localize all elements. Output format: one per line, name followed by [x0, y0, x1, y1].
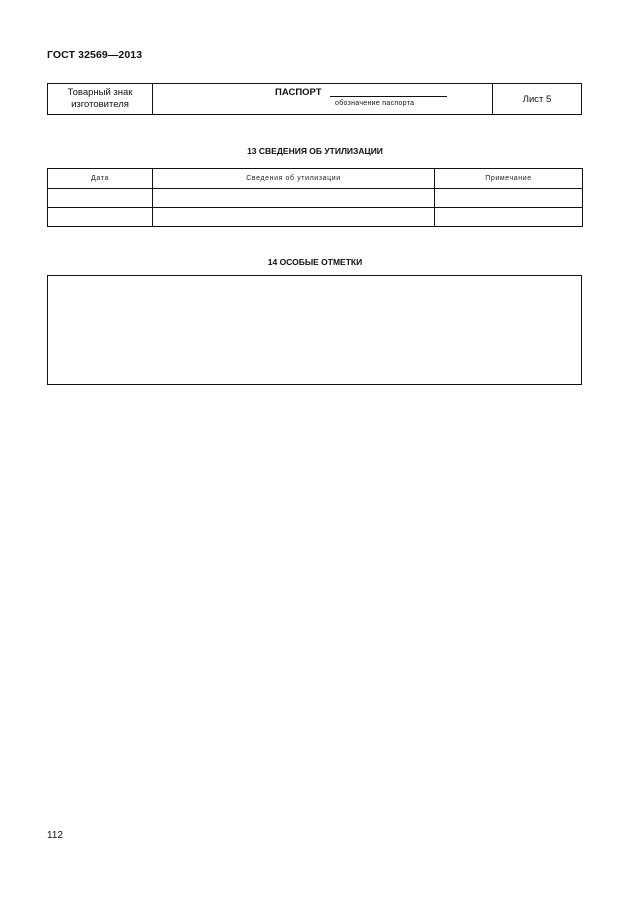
- trademark-line1: Товарный знак: [67, 87, 133, 98]
- table-row: [48, 189, 583, 208]
- cell-date[interactable]: [48, 208, 153, 227]
- section-13-title: 13 СВЕДЕНИЯ ОБ УТИЛИЗАЦИИ: [247, 146, 383, 156]
- trademark-cell: [48, 84, 153, 114]
- cell-disposal-info[interactable]: [153, 189, 435, 208]
- passport-header-table: [47, 83, 582, 115]
- passport-cell: [153, 84, 493, 114]
- cell-date[interactable]: [48, 189, 153, 208]
- cell-note[interactable]: [435, 208, 583, 227]
- special-notes-box[interactable]: [47, 275, 582, 385]
- sheet-cell: [493, 84, 581, 114]
- cell-disposal-info[interactable]: [153, 208, 435, 227]
- disposal-table: [47, 168, 583, 227]
- column-header-disposal-info: Сведения об утилизации: [153, 169, 435, 189]
- trademark-line2: изготовителя: [71, 99, 129, 110]
- document-code: ГОСТ 32569—2013: [47, 49, 143, 61]
- section-14-title: 14 ОСОБЫЕ ОТМЕТКИ: [267, 257, 363, 267]
- table-row: [48, 208, 583, 227]
- page-number: 112: [47, 830, 63, 841]
- column-header-note: Примечание: [435, 169, 583, 189]
- passport-caption: обозначение паспорта: [335, 100, 415, 107]
- table-header-row: [48, 169, 583, 189]
- column-header-date: Дата: [48, 169, 153, 189]
- sheet-number: Лист 5: [522, 93, 552, 105]
- passport-designation-line: [330, 96, 447, 97]
- cell-note[interactable]: [435, 189, 583, 208]
- passport-label: ПАСПОРТ: [275, 87, 322, 98]
